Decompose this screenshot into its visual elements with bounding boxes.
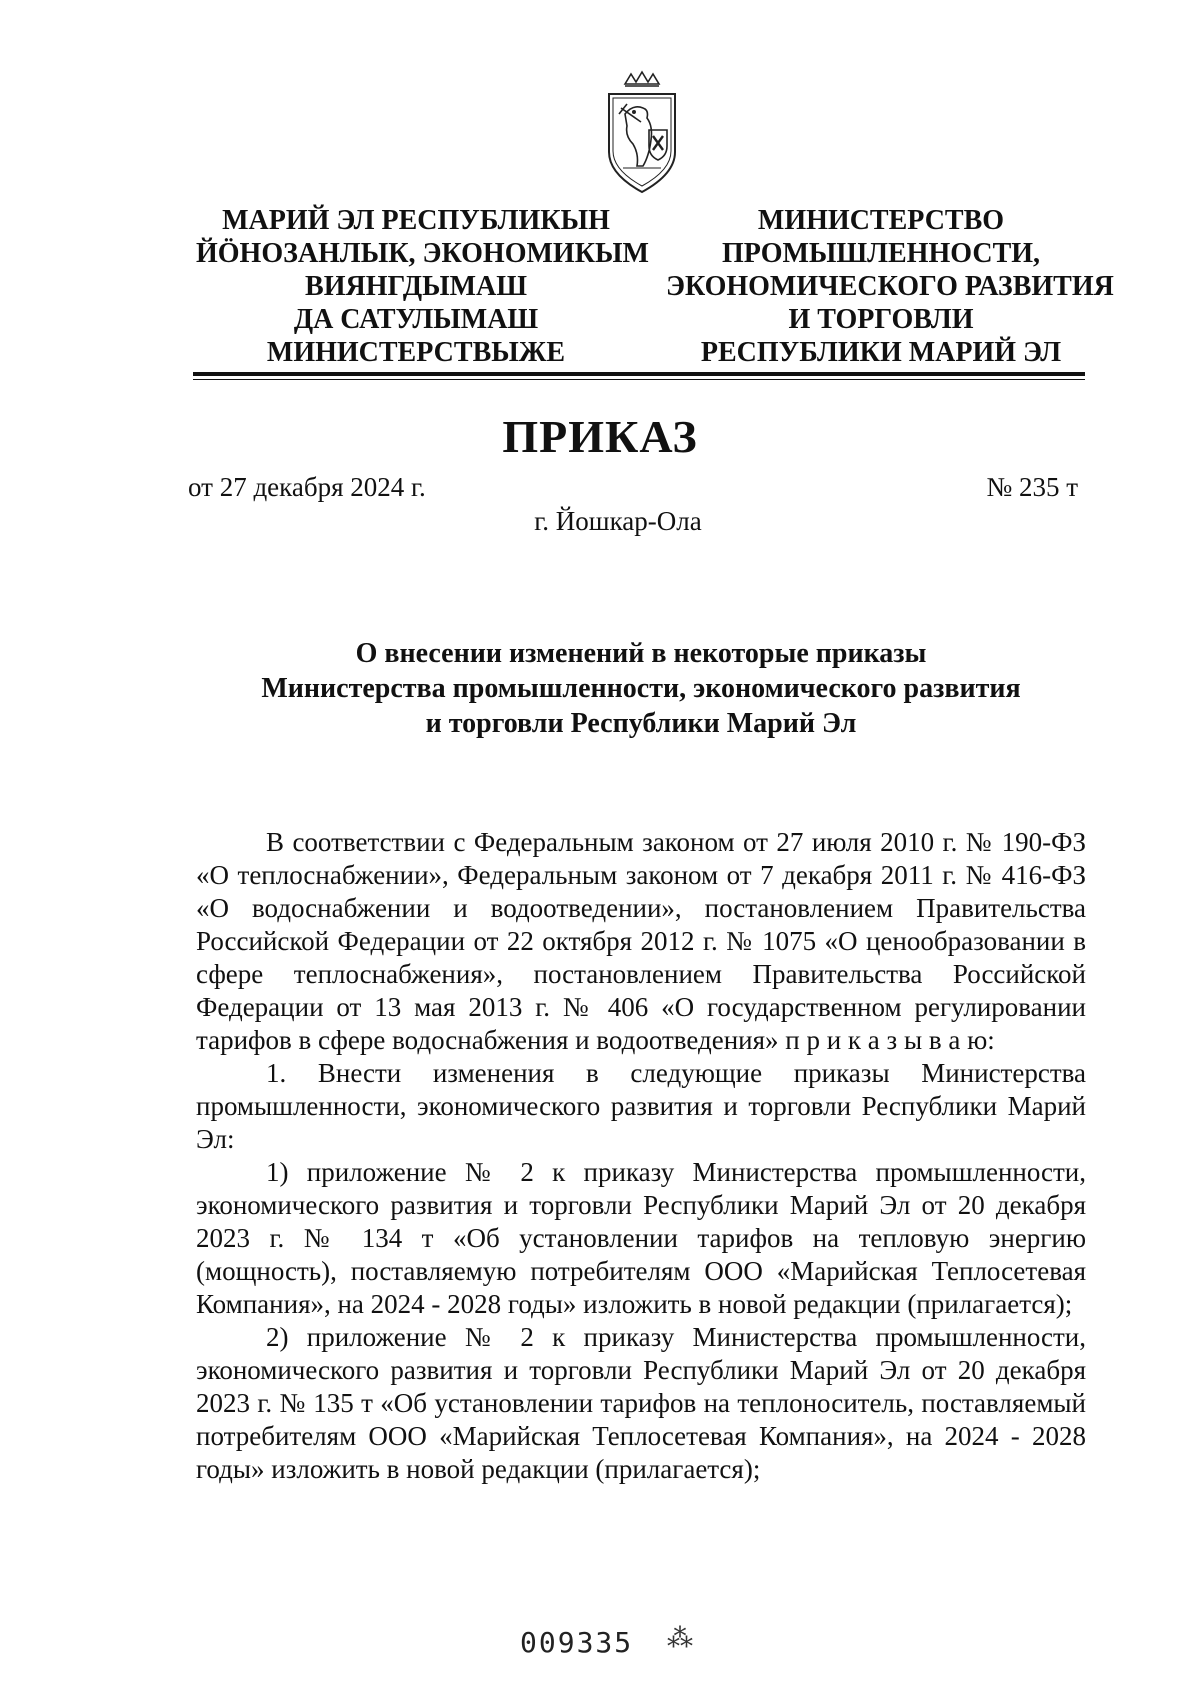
header-left-line: ВИЯНГДЫМАШ [305,271,527,302]
serial-number-stamp: 009335 [520,1626,634,1659]
header-left-line: МИНИСТЕРСТВЫЖЕ [266,337,566,368]
document-type: ПРИКАЗ [502,411,698,462]
document-number: № 235 т [986,472,1078,502]
document-date: от 27 декабря 2024 г. [188,472,426,502]
body-paragraph: 1) приложение № 2 к приказу Министерства промышленности, экономического развития и торговли Республики Марий Эл от 20 декабря 2023 г. № 134 т «Об установлении тарифов на тепловую энергию (мощность), поставляемую потребителям ООО «Марийская Теплосетевая Компания», на 2024 - 2028 годы» изложить в новой редакции (прилагается); [196,1157,1086,1319]
document-title [196,636,1086,741]
header-left-line: МАРИЙ ЭЛ РЕСПУБЛИКЫН [222,205,610,236]
document-title-line: О внесении изменений в некоторые приказы [355,638,927,669]
header-divider-thin [193,379,1085,380]
header-left-line: ЙӦНОЗАНЛЫК, ЭКОНОМИКЫМ [196,238,649,269]
body-paragraph: В соответствии с Федеральным законом от 27 июля 2010 г. № 190-ФЗ «О теплоснабжении», Федеральным законом от 7 декабря 2011 г. № 416-ФЗ «О водоснабжении и водоотведении», постановлением Правительства Российской Федерации от 22 октября 2012 г. № 1075 «О ценообразовании в сфере теплоснабжения», постановлением Правительства Российской Федерации от 13 мая 2013 г. № 406 «О государственном регулировании тарифов в сфере водоснабжения и водоотведения» п р и к а з ы в а ю: [196,827,1086,1055]
document-city: г. Йошкар-Ола [534,506,702,536]
header-left-line: ДА САТУЛЫМАШ [293,304,539,335]
header-right-line: ПРОМЫШЛЕННОСТИ, [721,238,1041,269]
header-mari-name [196,204,649,369]
header-right-line: МИНИСТЕРСТВО [757,205,1005,236]
header-right-line: ЭКОНОМИЧЕСКОГО РАЗВИТИЯ [666,271,1114,302]
header-divider-thick [193,372,1085,376]
body-paragraph: 2) приложение № 2 к приказу Министерства промышленности, экономического развития и торговли Республики Марий Эл от 20 декабря 2023 г. № 135 т «Об установлении тарифов на теплоноситель, поставляемый потребителям ООО «Марийская Теплосетевая Компания», на 2024 - 2028 годы» изложить в новой редакции (прилагается); [196,1322,1086,1484]
document-body [196,826,1086,1486]
header-right-line: РЕСПУБЛИКИ МАРИЙ ЭЛ [700,337,1062,368]
header-russian-name [666,204,1114,369]
header-right-line: И ТОРГОВЛИ [788,304,974,335]
stamp-mark-icon: ⁂ [667,1624,693,1653]
document-title-line: Министерства промышленности, экономического развития [261,673,1021,704]
document-title-line: и торговли Республики Марий Эл [425,708,857,739]
body-paragraph: 1. Внести изменения в следующие приказы Министерства промышленности, экономического развития и торговли Республики Марий Эл: [196,1058,1086,1154]
coat-of-arms-icon [603,70,681,198]
